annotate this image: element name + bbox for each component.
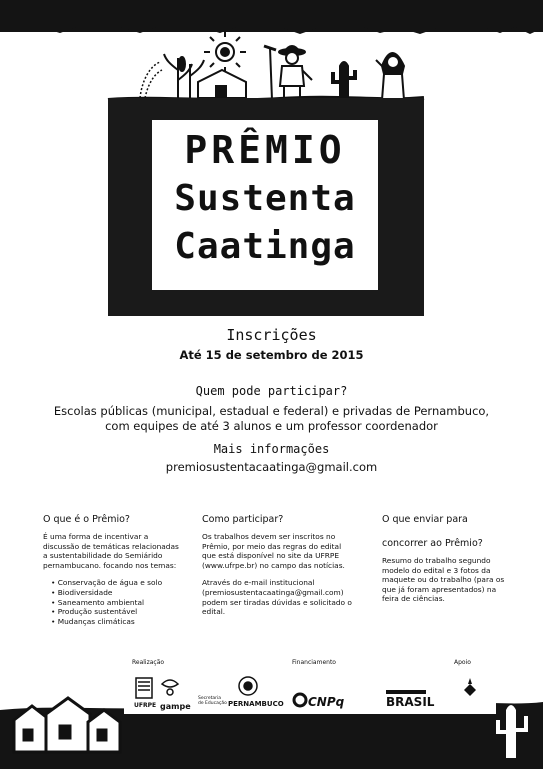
who-line-2: com equipes de até 3 alunos e um professor coordenador	[105, 419, 438, 433]
gampe-logo-text: gampe	[160, 702, 191, 711]
cactus-icon	[333, 62, 355, 100]
column-what-to-send-heading	[382, 514, 512, 550]
list-item: • Saneamento ambiental	[51, 598, 183, 608]
title-line-sustenta: Sustenta	[174, 178, 356, 219]
sun-icon	[204, 31, 246, 73]
houses-icon	[14, 698, 120, 752]
column-what-to-send	[382, 514, 512, 612]
list-item: • Produção sustentável	[51, 607, 183, 617]
woman-icon	[376, 53, 404, 100]
registration-date: Até 15 de setembro de 2015	[179, 348, 364, 362]
who-text	[0, 404, 543, 434]
column-what-is	[43, 514, 183, 626]
column-what-is-heading: O que é o Prêmio?	[43, 514, 130, 525]
title-line-premio: PRÊMIO	[184, 128, 346, 172]
title-line-caatinga: Caatinga	[174, 226, 356, 267]
column-what-to-send-text: Resumo do trabalho segundo modelo do edital e 3 fotos da maquete ou do trabalho (para os que já foram apresentados) na feira de ciências.	[382, 556, 505, 604]
column-how-to-text-1: Os trabalhos devem ser inscritos no Prêmio, por meio das regras do edital que está disponível no site da UFRPE (www.ufrpe.br) no campo das notícias.	[202, 532, 345, 570]
house-icon	[198, 70, 246, 98]
list-item: • Conservação de água e solo	[51, 578, 183, 588]
top-illustration	[0, 0, 543, 110]
more-info-heading: Mais informações	[213, 442, 330, 456]
label-realizacao: Realização	[132, 659, 165, 666]
farmer-icon	[264, 46, 312, 100]
bottom-band	[0, 670, 543, 769]
heading-line-1: O que enviar para	[382, 514, 468, 525]
cnpq-text: CNPq	[308, 695, 345, 709]
label-financiamento: Financiamento	[292, 659, 336, 666]
list-item: • Mudanças climáticas	[51, 617, 183, 627]
secretaria-text: Secretaria de Educação	[198, 696, 227, 706]
column-how-to-text-2: Através do e-mail institucional (premiosustentacaatinga@gmail.com) podem ser tiradas dúvidas e solicitado o edital.	[202, 578, 352, 617]
list-item: • Biodiversidade	[51, 588, 183, 598]
who-line-1: Escolas públicas (municipal, estadual e federal) e privadas de Pernambuco,	[53, 404, 490, 418]
heading-line-2: concorrer ao Prêmio?	[382, 538, 483, 549]
column-what-is-text: É uma forma de incentivar a discussão de temáticas relacionadas a sustentabilidade do Semiárido pernambucano. focando nos temas:	[43, 532, 179, 570]
sprinkler-icon	[140, 62, 162, 98]
brasil-logo	[386, 690, 426, 694]
contact-email[interactable]: premiosustentacaatinga@gmail.com	[165, 460, 378, 474]
label-apoio: Apoio	[454, 659, 471, 666]
column-how-to-heading: Como participar?	[202, 514, 284, 525]
themes-list	[43, 578, 183, 626]
who-heading: Quem pode participar?	[195, 384, 348, 398]
ufrpe-logo-text: UFRPE	[134, 702, 157, 709]
brasil-text: BRASIL	[386, 695, 435, 709]
registration-heading: Inscrições	[226, 326, 317, 344]
pernambuco-text: PERNAMBUCO	[228, 700, 284, 708]
column-how-to	[202, 514, 352, 625]
